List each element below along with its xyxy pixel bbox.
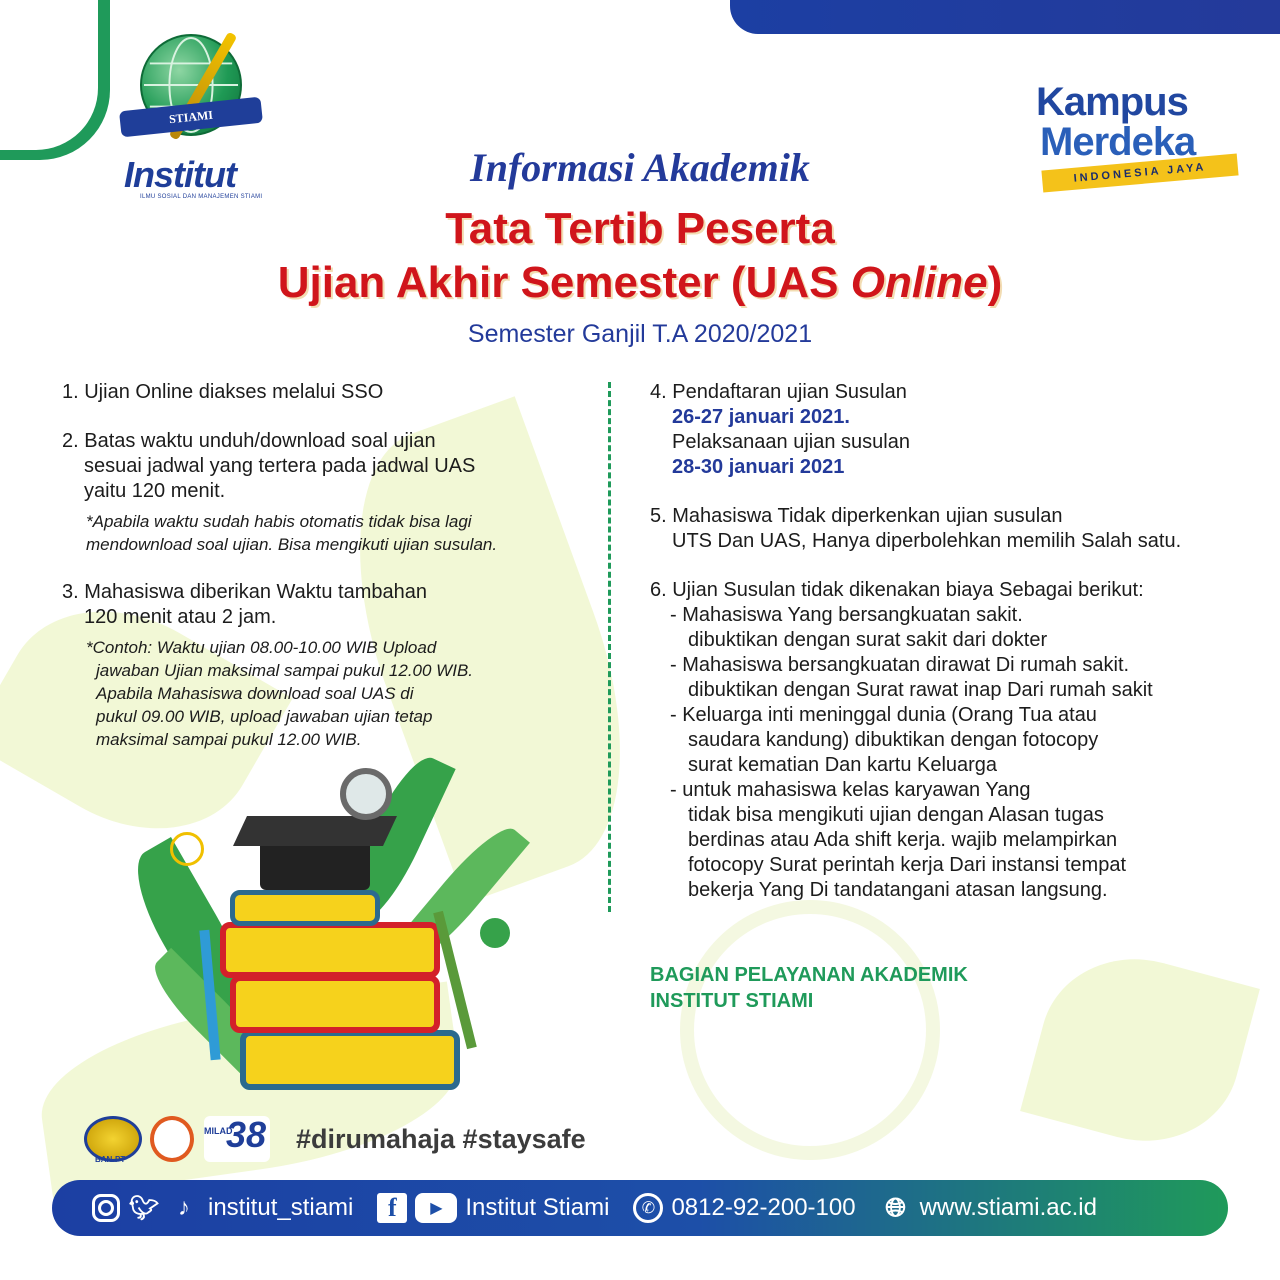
ban-pt-label: BAN-PT: [95, 1155, 126, 1164]
logo-wordmark: Institut: [124, 154, 236, 195]
facebook-youtube-group[interactable]: [377, 1193, 609, 1223]
rule-text: UTS Dan UAS, Hanya diperbolehkan memilih Salah satu.: [672, 530, 1182, 552]
rule-item-1: [62, 380, 592, 405]
rule-text: 1. Ujian Online diakses melalui SSO: [62, 381, 384, 403]
rule-text: 120 menit atau 2 jam.: [84, 606, 277, 628]
title-line-1: Tata Tertib Peserta: [445, 204, 835, 253]
globe-icon[interactable]: 🌐︎: [885, 1192, 906, 1222]
facebook-youtube-name[interactable]: Institut Stiami: [465, 1194, 610, 1221]
whatsapp-group[interactable]: [633, 1193, 855, 1223]
milad-badge: [204, 1116, 270, 1162]
rule-date: 28-30 januari 2021: [672, 456, 845, 478]
rule-item-2: [62, 429, 592, 556]
rule-subitem: - Keluarga inti meninggal dunia (Orang Tua atau: [670, 704, 1097, 726]
website-group[interactable]: [880, 1192, 1097, 1224]
iso-badge: [150, 1116, 194, 1162]
rule-note: pukul 09.00 WIB, upload jawaban ujian tetap: [96, 707, 433, 726]
logo-subtitle: ILMU SOSIAL DAN MANAJEMEN STIAMI: [140, 194, 263, 200]
rule-text: yaitu 120 menit.: [84, 480, 226, 502]
rule-subitem: berdinas atau Ada shift kerja. wajib melampirkan: [688, 829, 1118, 851]
book: [220, 922, 440, 978]
milad-number: 38: [226, 1114, 267, 1155]
rule-note: jawaban Ujian maksimal sampai pukul 12.00 WIB.: [96, 661, 474, 680]
rule-note: maksimal sampai pukul 12.00 WIB.: [96, 730, 362, 749]
whatsapp-number[interactable]: 0812-92-200-100: [671, 1194, 856, 1221]
background-globe-outline: [680, 900, 940, 1160]
atom-icon: [170, 832, 204, 866]
logo-ribbon: STIAMI: [119, 97, 263, 138]
tiktok-icon[interactable]: ♪: [178, 1194, 190, 1221]
rule-subitem: - Mahasiswa bersangkuatan dirawat Di rumah sakit.: [670, 654, 1130, 676]
book: [230, 975, 440, 1033]
rule-text: 4. Pendaftaran ujian Susulan: [650, 381, 907, 403]
milad-label: MILAD: [204, 1126, 233, 1136]
rule-item-4: [650, 380, 1250, 480]
rule-subitem: - Mahasiswa Yang bersangkuatan sakit.: [670, 604, 1023, 626]
rules-left-column: [62, 380, 592, 775]
instagram-handle[interactable]: institut_stiami: [208, 1194, 354, 1221]
rule-note: Apabila Mahasiswa download soal UAS di: [96, 684, 414, 703]
rule-text: 6. Ujian Susulan tidak dikenakan biaya Sebagai berikut:: [650, 579, 1144, 601]
rule-date: 26-27 januari 2021.: [672, 406, 850, 428]
rule-text: sesuai jadwal yang tertera pada jadwal UAS: [84, 455, 476, 477]
rule-note: *Apabila waktu sudah habis otomatis tidak bisa lagi: [86, 512, 472, 531]
books-illustration: [150, 750, 530, 1110]
rule-item-5: [650, 504, 1250, 554]
rule-item-6: [650, 578, 1250, 903]
graduation-cap-board: [233, 816, 397, 846]
rule-item-3: [62, 580, 592, 751]
hashtags: #dirumahaja #staysafe: [296, 1124, 586, 1154]
book-top: [230, 890, 380, 926]
rule-subitem: saudara kandung) dibuktikan dengan fotocopy: [688, 729, 1099, 751]
rule-subitem: tidak bisa mengikuti ujian dengan Alasan tugas: [688, 804, 1104, 826]
corner-stripe-inner: [0, 0, 98, 150]
website-url[interactable]: www.stiami.ac.id: [919, 1194, 1097, 1221]
rule-text: 3. Mahasiswa diberikan Waktu tambahan: [62, 581, 427, 603]
magnifier-icon: [340, 768, 392, 820]
globe-icon: [480, 918, 510, 948]
title-line-2-prefix: Ujian Akhir Semester (UAS: [277, 258, 851, 307]
book-bottom: [240, 1030, 460, 1090]
contact-footer: [52, 1180, 1228, 1236]
rule-text: Pelaksanaan ujian susulan: [672, 431, 910, 453]
rule-subitem: dibuktikan dengan Surat rawat inap Dari rumah sakit: [688, 679, 1153, 701]
signoff-line-1: BAGIAN PELAYANAN AKADEMIK: [650, 964, 968, 986]
rule-text: 2. Batas waktu unduh/download soal ujian: [62, 430, 436, 452]
kampus-word: Kampus: [1036, 80, 1188, 124]
rule-subitem: surat kematian Dan kartu Keluarga: [688, 754, 998, 776]
background-leaf: [1020, 937, 1260, 1163]
top-right-bar-decoration: [730, 0, 1280, 34]
title-line-2-italic: Online: [850, 258, 988, 307]
column-divider: [608, 382, 611, 912]
rules-right-column: [650, 380, 1250, 927]
accreditation-badges: [84, 1116, 274, 1162]
semester-subtitle: Semester Ganjil T.A 2020/2021: [467, 320, 813, 348]
rule-note: *Contoh: Waktu ujian 08.00-10.00 WIB Upload: [86, 638, 437, 657]
rule-note: mendownload soal ujian. Bisa mengikuti ujian susulan.: [86, 535, 498, 554]
signoff-line-2: INSTITUT STIAMI: [650, 990, 814, 1012]
rule-subitem: bekerja Yang Di tandatangani atasan langsung.: [688, 879, 1108, 901]
facebook-icon[interactable]: f: [377, 1193, 407, 1223]
rule-subitem: fotocopy Surat perintah kerja Dari instansi tempat: [688, 854, 1126, 876]
youtube-icon[interactable]: ▶: [415, 1193, 457, 1223]
merdeka-word: Merdeka: [1040, 120, 1196, 164]
info-heading: Informasi Akademik: [470, 145, 810, 190]
whatsapp-icon[interactable]: ✆: [633, 1193, 663, 1223]
rule-subitem: dibuktikan dengan surat sakit dari dokter: [688, 629, 1048, 651]
title-line-2: [0, 258, 1280, 308]
rule-text: 5. Mahasiswa Tidak diperkenkan ujian susulan: [650, 505, 1063, 527]
title-line-2-suffix: ): [987, 258, 1003, 307]
twitter-icon[interactable]: 🐦︎: [128, 1194, 160, 1222]
indonesia-jaya-band: INDONESIA JAYA: [1041, 154, 1238, 193]
rule-subitem: - untuk mahasiswa kelas karyawan Yang: [670, 779, 1031, 801]
instagram-twitter-tiktok-group[interactable]: [92, 1192, 353, 1224]
instagram-icon[interactable]: [92, 1194, 120, 1222]
signoff: [650, 962, 968, 1014]
ban-pt-badge: [84, 1116, 142, 1162]
pen-icon: [433, 911, 477, 1049]
